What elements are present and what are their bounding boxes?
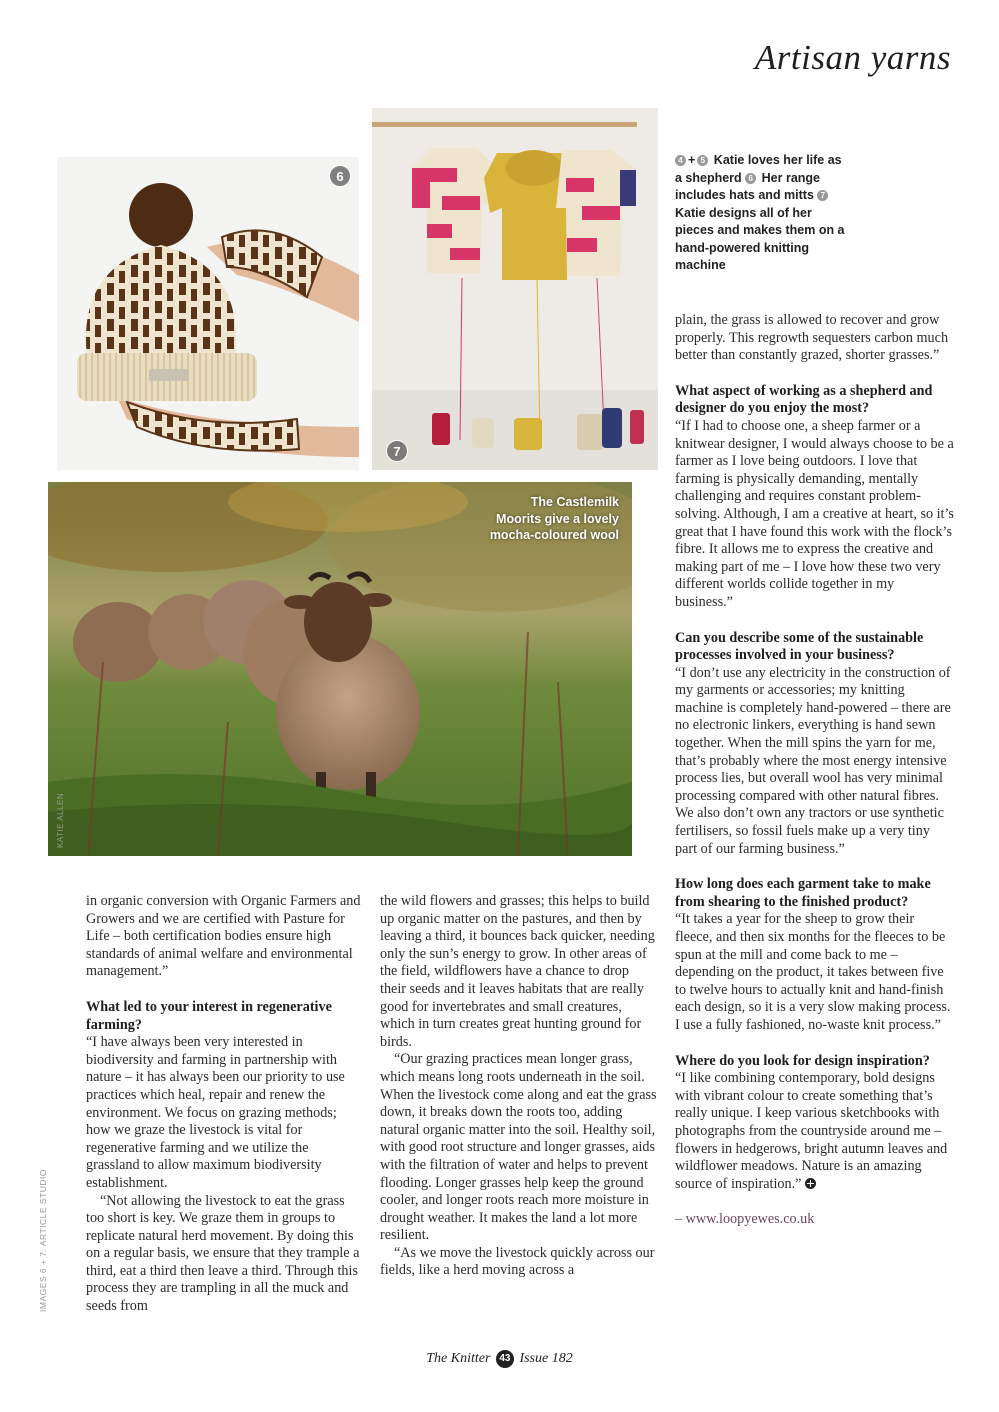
sheep-caption-line: The Castlemilk — [530, 495, 619, 509]
interview-question: What led to your interest in regenerative farming? — [86, 998, 332, 1033]
photo-number-badge: 7 — [386, 440, 408, 462]
website-line — [675, 1211, 955, 1229]
page-number: 43 — [496, 1350, 514, 1368]
hat-photo — [57, 157, 359, 470]
article-paragraph: “As we move the livestock quickly across our fields, like a herd moving across a — [380, 1244, 655, 1279]
end-mark-icon — [805, 1178, 816, 1189]
photo-number-badge: 6 — [329, 165, 351, 187]
caption-text: Katie loves her life as a shepherd — [675, 153, 842, 185]
caption-text: Her range includes hats and mitts — [675, 170, 821, 202]
article-paragraph: “I have always been very interested in biodiversity and farming in partnership with nature – it has always been our priority to use practices which heal, repair and renew the environment. We focus on grazing methods; how we graze the livestock is vital for regenerative farming and we utilize the grassland to allow maximum biodiversity establishment. — [86, 1034, 345, 1191]
interview-question: What aspect of working as a shepherd and designer do you enjoy the most? — [675, 382, 933, 417]
article-paragraph: “If I had to choose one, a sheep farmer or a knitwear designer, I would always choose to be a farmer as I love being outdoors. I love that farming is physically demanding, mentally challenging and requires constant problem-solving. Although, I am a creative at heart, so it’s great that I have found this work with the flock’s fibre. It allows me to express the creative and making part of me – I love how these two very different worlds collide together in my business.” — [675, 417, 954, 610]
image-credit: IMAGES 6 + 7: ARTICLE STUDIO — [38, 1168, 48, 1312]
interview-question: Can you describe some of the sustainable processes involved in your business? — [675, 629, 924, 664]
article-column-1 — [86, 893, 362, 1316]
photo-credit: KATIE ALLEN — [56, 792, 65, 848]
article-column-3 — [675, 312, 955, 1229]
caption-text: Katie designs all of her pieces and makes them on a hand-powered knitting machine — [675, 205, 845, 272]
section-title: Artisan yarns — [754, 38, 951, 77]
interview-question: How long does each garment take to make from shearing to the finished product? — [675, 876, 931, 910]
interview-question: Where do you look for design inspiration? — [675, 1052, 930, 1069]
article-paragraph: “Our grazing practices mean longer grass, which means long roots underneath in the soil. When the livestock come along and eat the grass down, it breaks down the roots too, adding natural organic matter into the soil. Healthy soil, with good root structure and longer grasses, aids with the filtration of water and helps to prevent flooding. Longer grasses help keep the ground cooler, and longer roots reach more moisture in drought weather. It makes the land a lot more resilient. — [380, 1051, 657, 1244]
article-paragraph: the wild flowers and grasses; this helps to build up organic matter on the pastures, and then by leaving a third, it bounces back quicker, needing only the sun’s energy to grow. In other areas of the field, wildflowers have a chance to drop their seeds and it leaves habitats that are really good for invertebrates and small creatures, which in turn creates great hunting ground for birds. — [380, 893, 655, 1050]
jumpers-photo — [372, 108, 658, 470]
jumpers-illustration — [372, 108, 658, 470]
article-paragraph: plain, the grass is allowed to recover and grow properly. This regrowth sequesters carbon much better than constantly grazed, shorter grasses.” — [675, 312, 949, 364]
article-paragraph — [675, 1070, 955, 1193]
magazine-name: The Knitter — [426, 1351, 491, 1366]
caption-badge: 6 — [745, 173, 756, 184]
article-paragraph: “It takes a year for the sheep to grow their fleece, and then six months for the fleeces to be spun at the mill and come back to me – depending on the product, it takes between five to twelve hours to actually knit and hand-finish each design, so it is a very slow making process. I use a fully fashioned, no-waste knit process.” — [675, 911, 951, 1033]
article-paragraph: “I don’t use any electricity in the construction of my garments or accessories; my knitting machine is completely hand-powered – there are no electronic linkers, everything is hand sewn together. When the mill spins the yarn for me, that’s probably where the most energy intensive process lies, but overall wool has very minimal processing compared with other natural fibres. We also don’t own any tractors or use synthetic fertilisers, so fossil fuels make up a very tiny part of our farming business.” — [675, 664, 951, 857]
caption-badge: 7 — [817, 190, 828, 201]
issue-number: Issue 182 — [519, 1351, 573, 1366]
sheep-caption-line: mocha-coloured wool — [489, 528, 619, 542]
photo-caption — [675, 152, 845, 275]
hat-illustration — [57, 157, 359, 470]
caption-plus: + — [688, 153, 696, 167]
article-text: “I like combining contemporary, bold designs with vibrant colour to create something that’s really unique. I keep various sketchbooks with photographs from the countryside around me – flowers in hedgerows, bright autumn leaves and wildflower meadows. Nature is an amazing source of inspiration.” — [675, 1070, 948, 1192]
sheep-caption-line: Moorits give a lovely — [496, 511, 619, 526]
article-paragraph: “Not allowing the livestock to eat the grass too short is key. We graze them in groups to replicate natural herd movement. By doing this on a regular basis, we ensure that they trample a third, eat a third then leave a third. Through this process they are trampling in all the muck and seeds from — [86, 1192, 360, 1315]
caption-badge: 5 — [697, 155, 708, 166]
sheep-caption — [490, 494, 619, 544]
article-paragraph: in organic conversion with Organic Farmers and Growers and we are certified with Pasture for Life – both certification bodies ensure high standards of animal welfare and environmental management.” — [86, 893, 361, 980]
article-column-2 — [380, 893, 658, 1280]
page-footer — [0, 1350, 999, 1368]
website-link[interactable]: – www.loopyewes.co.uk — [675, 1211, 815, 1228]
caption-badge: 4 — [675, 155, 686, 166]
